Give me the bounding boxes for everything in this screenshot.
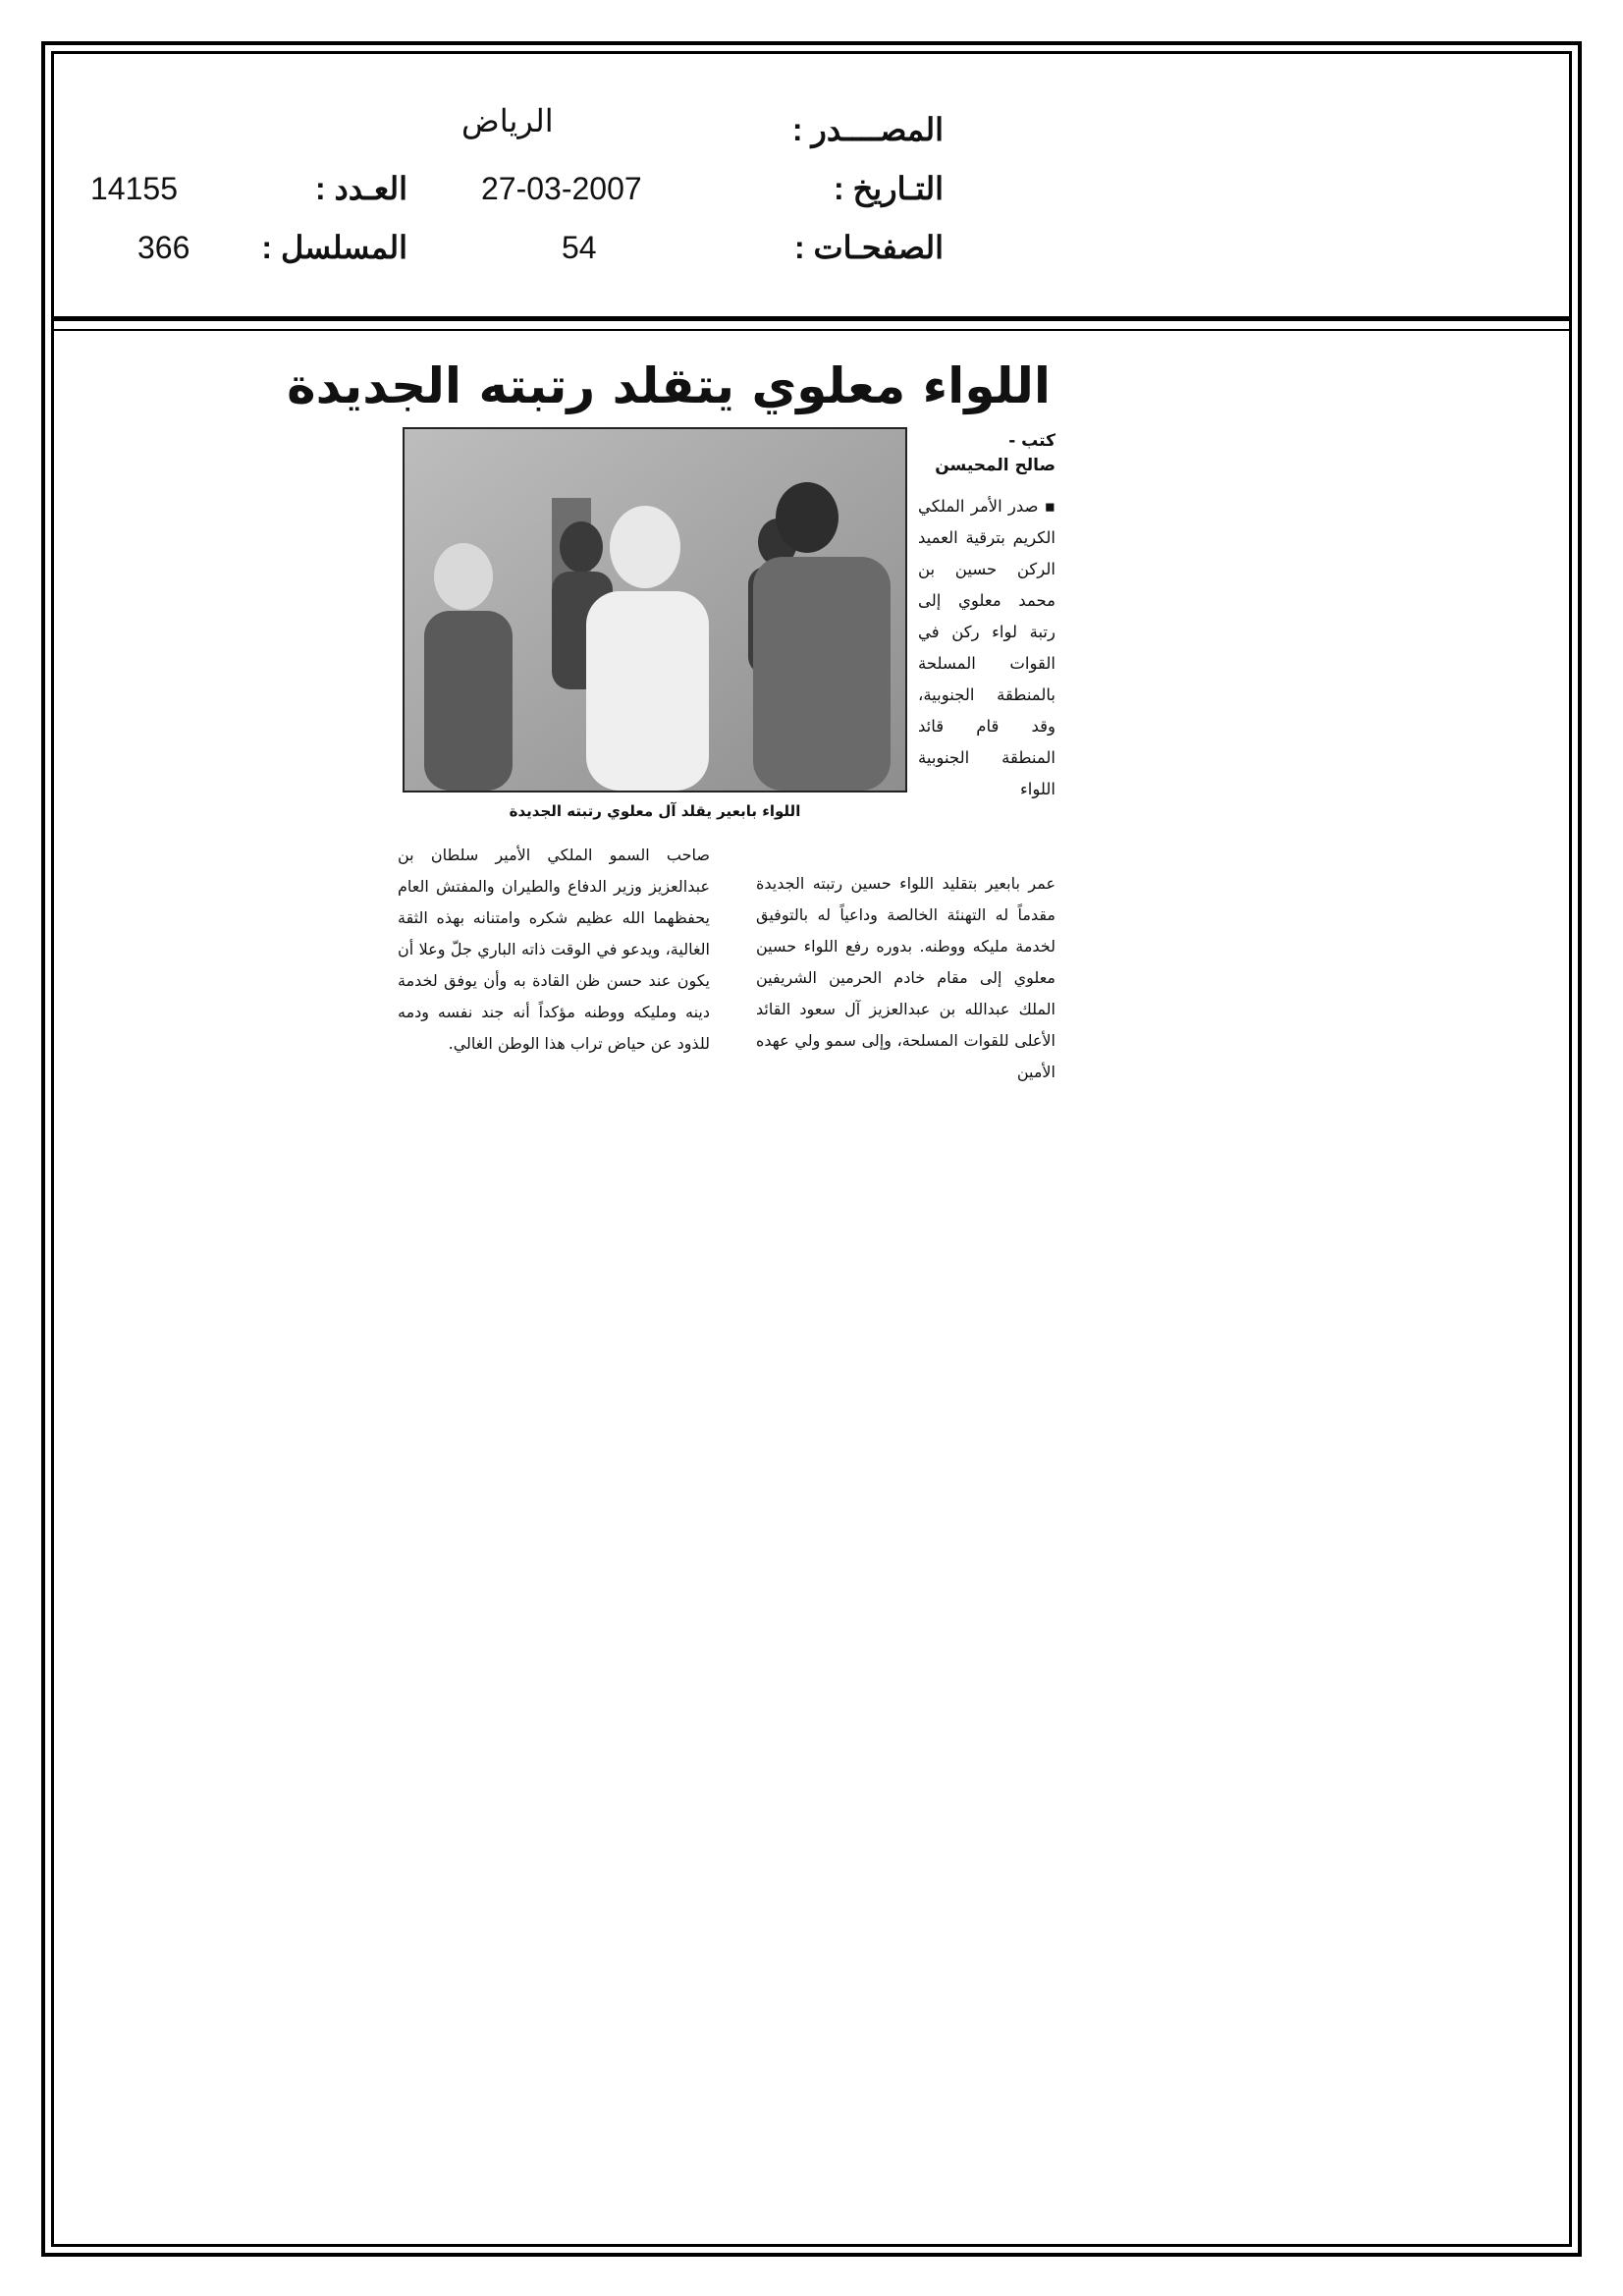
header-divider xyxy=(51,316,1572,321)
header-divider-thin xyxy=(51,329,1572,331)
intro-text: ▪ صدر الأمر الملكي الكريم بترقية العميد الركن حسين بن محمد معلوي إلى رتبة لواء ركن في القوات المسلحة بالمنطقة الجنوبية، وقد قام قائد المنطقة الجنوبية اللواء xyxy=(918,497,1055,798)
date-label: التـاريخ : xyxy=(834,171,944,206)
serial-value: 366 xyxy=(137,230,190,265)
byline xyxy=(935,429,1055,478)
pages-value: 54 xyxy=(562,230,597,265)
article-headline: اللواء معلوي يتقلد رتبته الجديدة xyxy=(287,357,1051,414)
article-photo xyxy=(403,427,907,793)
serial-label: المسلسل : xyxy=(261,230,407,265)
byline-name: صالح المحيسن xyxy=(935,456,1055,475)
source-value: الرياض xyxy=(461,103,554,138)
pages-label: الصفحـات : xyxy=(793,230,944,265)
body-left-text: صاحب السمو الملكي الأمير سلطان بن عبدالعزيز وزير الدفاع والطيران والمفتش العام يحفظهما الله عظيم شكره وامتنانه بهذه الثقة الغالية، ويدعو في الوقت ذاته الباري جلّ وعلا أن يكون عند حسن ظن القادة به وأن يوفق لخدمة دينه ومليكه ووطنه مؤكداً أنه جند نفسه ودمه للذود عن حياض تراب هذا الوطن الغالي. xyxy=(398,846,710,1053)
body-right-text: عمر بابعير بتقليد اللواء حسين رتبته الجديدة مقدماً له التهنئة الخالصة وداعياً له بالتوفيق لخدمة مليكه ووطنه. بدوره رفع اللواء حسين معلوي إلى مقام خادم الحرمين الشريفين الملك عبدالله بن عبدالعزيز آل سعود القائد الأعلى للقوات المسلحة، وإلى سمو ولي عهده الأمين xyxy=(756,874,1055,1081)
issue-value: 14155 xyxy=(90,171,178,206)
byline-prefix: كتب - xyxy=(1008,431,1055,451)
article-column-left xyxy=(398,840,710,1060)
photo-caption: اللواء بابعير يقلد آل معلوي رتبته الجديدة xyxy=(509,802,801,820)
article-column-right xyxy=(756,868,1055,1088)
article-intro xyxy=(918,491,1055,805)
date-value: 27-03-2007 xyxy=(481,171,642,206)
photo-illustration xyxy=(405,429,905,791)
issue-label: العـدد : xyxy=(314,171,407,206)
source-label: المصــــدر : xyxy=(791,112,944,147)
